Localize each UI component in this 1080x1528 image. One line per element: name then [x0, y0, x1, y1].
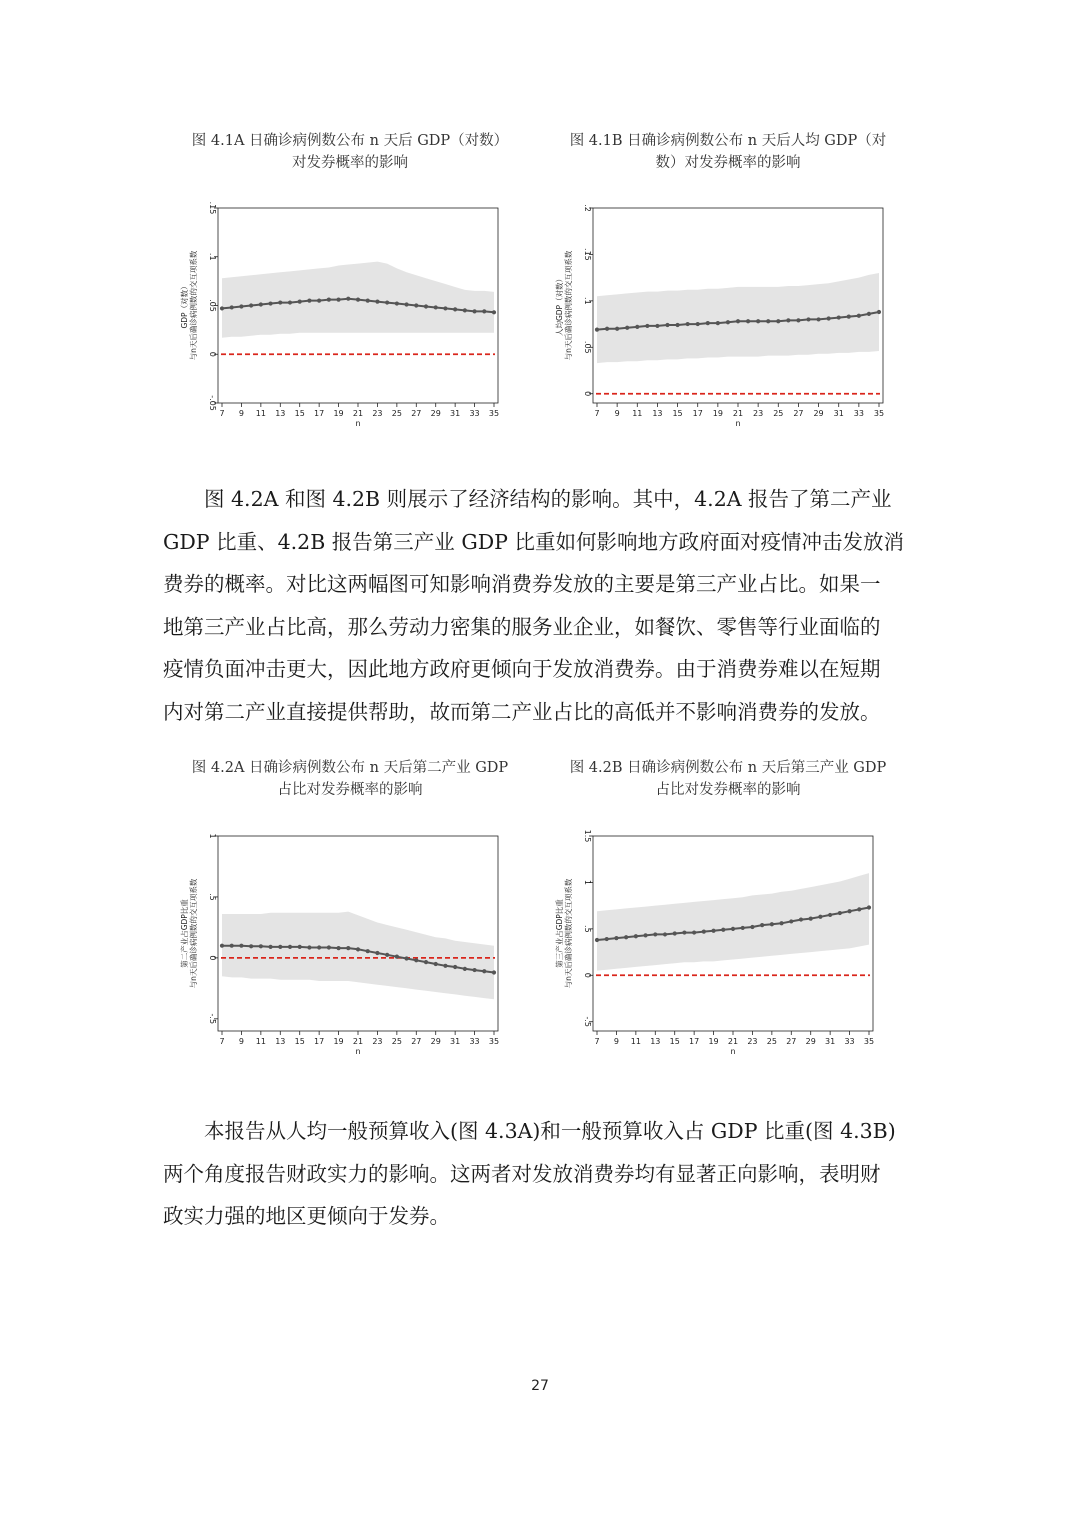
- data-point: [847, 909, 851, 913]
- x-tick-label: 25: [391, 1037, 402, 1046]
- x-tick-label: 7: [219, 409, 225, 418]
- y-tick-label: -.05: [208, 395, 217, 411]
- x-axis-label: n: [355, 1047, 361, 1056]
- data-point: [434, 962, 438, 966]
- x-tick-label: 17: [692, 409, 703, 418]
- data-point: [816, 317, 820, 321]
- x-tick-label: 29: [430, 1037, 441, 1046]
- caption-line: 图 4.2A 日确诊病例数公布 n 天后第二产业 GDP: [191, 760, 509, 776]
- data-point: [675, 323, 679, 327]
- chart-4-1b-svg: [555, 198, 895, 433]
- data-point: [643, 933, 647, 937]
- x-tick-label: 19: [712, 409, 723, 418]
- y-tick-label: .15: [583, 248, 592, 261]
- data-point: [796, 318, 800, 322]
- figure-caption-4-1b: [548, 130, 908, 174]
- x-tick-label: 25: [391, 409, 402, 418]
- x-tick-label: 9: [238, 409, 244, 418]
- text-line: 费券的概率。对比这两幅图可知影响消费券发放的主要是第三产业占比。如果一: [163, 572, 881, 596]
- x-tick-label: 29: [430, 409, 441, 418]
- x-axis-label: n: [730, 1047, 736, 1056]
- data-point: [838, 911, 842, 915]
- data-point: [615, 327, 619, 331]
- data-point: [595, 328, 599, 332]
- data-point: [366, 299, 370, 303]
- y-tick-label: .1: [208, 252, 217, 261]
- data-point: [492, 970, 496, 974]
- data-point: [682, 930, 686, 934]
- data-point: [463, 967, 467, 971]
- data-point: [375, 300, 379, 304]
- chart-4-1a-svg: [180, 198, 510, 433]
- x-tick-label: 33: [469, 409, 480, 418]
- data-point: [278, 945, 282, 949]
- x-tick-label: 21: [727, 1037, 739, 1046]
- data-point: [702, 930, 706, 934]
- x-tick-label: 7: [594, 409, 600, 418]
- data-point: [414, 958, 418, 962]
- chart-4-2a: [180, 826, 510, 1061]
- data-point: [776, 319, 780, 323]
- data-point: [443, 964, 447, 968]
- data-point: [249, 944, 253, 948]
- data-point: [317, 945, 321, 949]
- data-point: [760, 923, 764, 927]
- data-point: [750, 925, 754, 929]
- x-tick-label: 17: [314, 1037, 325, 1046]
- data-point: [346, 946, 350, 950]
- data-point: [404, 956, 408, 960]
- data-point: [395, 301, 399, 305]
- y-axis-label: 与n天后确诊病例数的交互项系数: [189, 250, 198, 361]
- data-point: [278, 300, 282, 304]
- data-point: [857, 314, 861, 318]
- data-point: [867, 905, 871, 909]
- x-tick-label: 33: [844, 1037, 855, 1046]
- data-point: [482, 969, 486, 973]
- x-tick-label: 27: [793, 409, 804, 418]
- text-line: 地第三产业占比高，那么劳动力密集的服务业企业，如餐饮、零售等行业面临的: [163, 614, 881, 639]
- data-point: [655, 324, 659, 328]
- data-point: [327, 945, 331, 949]
- x-tick-label: 9: [614, 409, 620, 418]
- x-tick-label: 11: [630, 1037, 641, 1046]
- x-tick-label: 31: [833, 409, 844, 418]
- data-point: [385, 300, 389, 304]
- x-tick-label: 35: [488, 1037, 500, 1046]
- x-tick-label: 21: [352, 409, 364, 418]
- data-point: [288, 300, 292, 304]
- x-tick-label: 29: [805, 1037, 816, 1046]
- y-tick-label: .2: [583, 204, 592, 212]
- data-point: [663, 932, 667, 936]
- x-tick-label: 17: [314, 409, 325, 418]
- x-tick-label: 25: [766, 1037, 777, 1046]
- data-point: [799, 917, 803, 921]
- figure-caption-4-1a: [170, 130, 530, 174]
- x-tick-label: 15: [294, 409, 305, 418]
- data-point: [847, 315, 851, 319]
- y-tick-label: .5: [208, 893, 217, 901]
- data-point: [634, 934, 638, 938]
- x-tick-label: 23: [372, 1037, 383, 1046]
- x-tick-label: 35: [863, 1037, 875, 1046]
- y-tick-label: -.5: [208, 1013, 217, 1025]
- data-point: [434, 305, 438, 309]
- x-axis-label: n: [735, 419, 741, 428]
- caption-line: 数）对发券概率的影响: [655, 155, 801, 171]
- data-point: [288, 945, 292, 949]
- text-line: 疫情负面冲击更大，因此地方政府更倾向于发放消费券。由于消费券难以在短期: [163, 657, 881, 681]
- chart-4-2b-svg: [555, 826, 885, 1061]
- data-point: [298, 945, 302, 949]
- data-point: [726, 320, 730, 324]
- data-point: [424, 960, 428, 964]
- x-tick-label: 21: [732, 409, 744, 418]
- y-tick-label: 1.5: [583, 829, 592, 843]
- caption-line: 占比对发券概率的影响: [277, 782, 423, 798]
- data-point: [605, 937, 609, 941]
- x-tick-label: 15: [294, 1037, 305, 1046]
- data-point: [395, 955, 399, 959]
- x-tick-label: 23: [372, 409, 383, 418]
- x-tick-label: 29: [813, 409, 824, 418]
- x-tick-label: 13: [275, 1037, 286, 1046]
- data-point: [230, 944, 234, 948]
- x-tick-label: 19: [333, 1037, 344, 1046]
- x-tick-label: 33: [469, 1037, 480, 1046]
- text-line: 本报告从人均一般预算收入(图 4.3A)和一般预算收入占 GDP 比重(图 4.3B): [204, 1119, 896, 1143]
- caption-line: 占比对发券概率的影响: [655, 782, 801, 798]
- caption-line: 对发券概率的影响: [292, 155, 408, 171]
- data-point: [756, 319, 760, 323]
- data-point: [779, 921, 783, 925]
- data-point: [453, 965, 457, 969]
- y-tick-label: 0: [208, 955, 217, 961]
- page-number: 27: [531, 1378, 549, 1394]
- y-tick-label: .5: [583, 925, 592, 933]
- data-point: [857, 907, 861, 911]
- data-point: [828, 913, 832, 917]
- x-tick-label: 7: [219, 1037, 225, 1046]
- data-point: [356, 947, 360, 951]
- x-tick-label: 35: [488, 409, 500, 418]
- data-point: [696, 322, 700, 326]
- x-tick-label: 31: [825, 1037, 836, 1046]
- data-point: [472, 968, 476, 972]
- y-tick-label: 1: [208, 833, 217, 839]
- data-point: [645, 324, 649, 328]
- y-tick-label: 1: [583, 879, 592, 885]
- y-axis-label: 人均GDP（对数）: [555, 274, 564, 337]
- x-tick-label: 33: [853, 409, 864, 418]
- data-point: [356, 298, 360, 302]
- data-point: [818, 915, 822, 919]
- data-point: [686, 322, 690, 326]
- y-axis-label: GDP（对数）: [180, 282, 189, 329]
- x-tick-label: 9: [613, 1037, 619, 1046]
- y-tick-label: -.5: [583, 1016, 592, 1027]
- text-line: 图 4.2A 和图 4.2B 则展示了经济结构的影响。其中，4.2A 报告了第二产业: [204, 487, 892, 511]
- data-point: [220, 944, 224, 948]
- x-tick-label: 27: [786, 1037, 797, 1046]
- data-point: [336, 946, 340, 950]
- data-point: [307, 945, 311, 949]
- x-tick-label: 17: [689, 1037, 700, 1046]
- x-tick-label: 13: [652, 409, 663, 418]
- data-point: [731, 927, 735, 931]
- x-tick-label: 25: [773, 409, 784, 418]
- data-point: [827, 316, 831, 320]
- y-tick-label: .15: [208, 201, 217, 215]
- x-tick-label: 15: [672, 409, 683, 418]
- data-point: [809, 917, 813, 921]
- x-tick-label: 15: [669, 1037, 680, 1046]
- paragraph-fiscal-strength: [163, 1110, 921, 1238]
- data-point: [482, 309, 486, 313]
- data-point: [472, 309, 476, 313]
- data-point: [366, 949, 370, 953]
- data-point: [239, 944, 243, 948]
- y-axis-label: 与n天后确诊病例数的交互项系数: [189, 878, 198, 989]
- x-tick-label: 27: [411, 1037, 422, 1046]
- data-point: [716, 321, 720, 325]
- data-point: [837, 315, 841, 319]
- data-point: [220, 306, 224, 310]
- data-point: [706, 321, 710, 325]
- data-point: [635, 325, 639, 329]
- data-point: [665, 323, 669, 327]
- data-point: [424, 304, 428, 308]
- x-tick-label: 27: [411, 409, 422, 418]
- x-tick-label: 7: [594, 1037, 600, 1046]
- x-tick-label: 13: [275, 409, 286, 418]
- text-line: 政实力强的地区更倾向于发券。: [163, 1204, 450, 1228]
- caption-line: 图 4.2B 日确诊病例数公布 n 天后第三产业 GDP: [569, 760, 887, 776]
- data-point: [259, 302, 263, 306]
- x-tick-label: 31: [450, 409, 461, 418]
- x-tick-label: 9: [238, 1037, 244, 1046]
- y-axis-label: 与n天后确诊病例数的交互项系数: [564, 878, 573, 989]
- text-line: GDP 比重、4.2B 报告第三产业 GDP 比重如何影响地方政府面对疫情冲击发放消: [163, 529, 904, 554]
- data-point: [268, 945, 272, 949]
- data-point: [230, 305, 234, 309]
- x-tick-label: 31: [450, 1037, 461, 1046]
- data-point: [268, 301, 272, 305]
- y-tick-label: .05: [583, 340, 592, 354]
- data-point: [249, 303, 253, 307]
- data-point: [404, 302, 408, 306]
- data-point: [605, 327, 609, 331]
- data-point: [625, 326, 629, 330]
- data-point: [443, 306, 447, 310]
- x-tick-label: 11: [255, 409, 266, 418]
- data-point: [624, 935, 628, 939]
- y-tick-label: 0: [583, 972, 592, 978]
- data-point: [770, 922, 774, 926]
- data-point: [259, 944, 263, 948]
- data-point: [463, 308, 467, 312]
- x-axis-label: n: [355, 419, 361, 428]
- data-point: [298, 300, 302, 304]
- y-axis-label: 与n天后确诊病例数的交互项系数: [564, 250, 573, 361]
- data-point: [721, 928, 725, 932]
- data-point: [614, 936, 618, 940]
- x-tick-label: 11: [255, 1037, 266, 1046]
- x-tick-label: 19: [708, 1037, 719, 1046]
- data-point: [673, 931, 677, 935]
- data-point: [806, 317, 810, 321]
- data-point: [711, 929, 715, 933]
- paragraph-economic-structure: [163, 478, 921, 733]
- chart-4-2a-svg: [180, 826, 510, 1061]
- figure-caption-4-2a: [170, 757, 530, 801]
- data-point: [239, 304, 243, 308]
- x-tick-label: 35: [873, 409, 885, 418]
- data-point: [453, 307, 457, 311]
- caption-line: 图 4.1A 日确诊病例数公布 n 天后 GDP（对数）: [191, 133, 509, 149]
- data-point: [307, 299, 311, 303]
- data-point: [375, 951, 379, 955]
- caption-line: 图 4.1B 日确诊病例数公布 n 天后人均 GDP（对: [569, 133, 887, 149]
- y-tick-label: .05: [208, 299, 217, 312]
- data-point: [741, 926, 745, 930]
- y-tick-label: .1: [583, 297, 592, 305]
- data-point: [867, 312, 871, 316]
- x-tick-label: 19: [333, 409, 344, 418]
- x-tick-label: 21: [352, 1037, 364, 1046]
- text-line: 内对第二产业直接提供帮助，故而第二产业占比的高低并不影响消费券的发放。: [163, 699, 881, 724]
- x-tick-label: 11: [632, 409, 643, 418]
- y-axis-label: 第三产业占GDP比重: [555, 899, 564, 968]
- chart-4-1b: [555, 198, 895, 433]
- chart-4-1a: [180, 198, 510, 433]
- y-axis-label: 第二产业占GDP比重: [180, 899, 189, 968]
- data-point: [746, 319, 750, 323]
- x-tick-label: 23: [747, 1037, 758, 1046]
- data-point: [692, 930, 696, 934]
- data-point: [336, 298, 340, 302]
- data-point: [414, 303, 418, 307]
- figure-caption-4-2b: [548, 757, 908, 801]
- text-line: 两个角度报告财政实力的影响。这两者对发放消费券均有显著正向影响，表明财: [163, 1161, 881, 1186]
- y-tick-label: 0: [583, 391, 592, 397]
- data-point: [877, 310, 881, 314]
- data-point: [653, 932, 657, 936]
- data-point: [766, 319, 770, 323]
- data-point: [786, 318, 790, 322]
- data-point: [789, 919, 793, 923]
- data-point: [595, 938, 599, 942]
- data-point: [346, 297, 350, 301]
- chart-4-2b: [555, 826, 885, 1061]
- data-point: [736, 319, 740, 323]
- y-tick-label: 0: [208, 351, 217, 357]
- data-point: [492, 310, 496, 314]
- data-point: [317, 299, 321, 303]
- x-tick-label: 23: [753, 409, 764, 418]
- x-tick-label: 13: [650, 1037, 661, 1046]
- data-point: [385, 953, 389, 957]
- data-point: [327, 298, 331, 302]
